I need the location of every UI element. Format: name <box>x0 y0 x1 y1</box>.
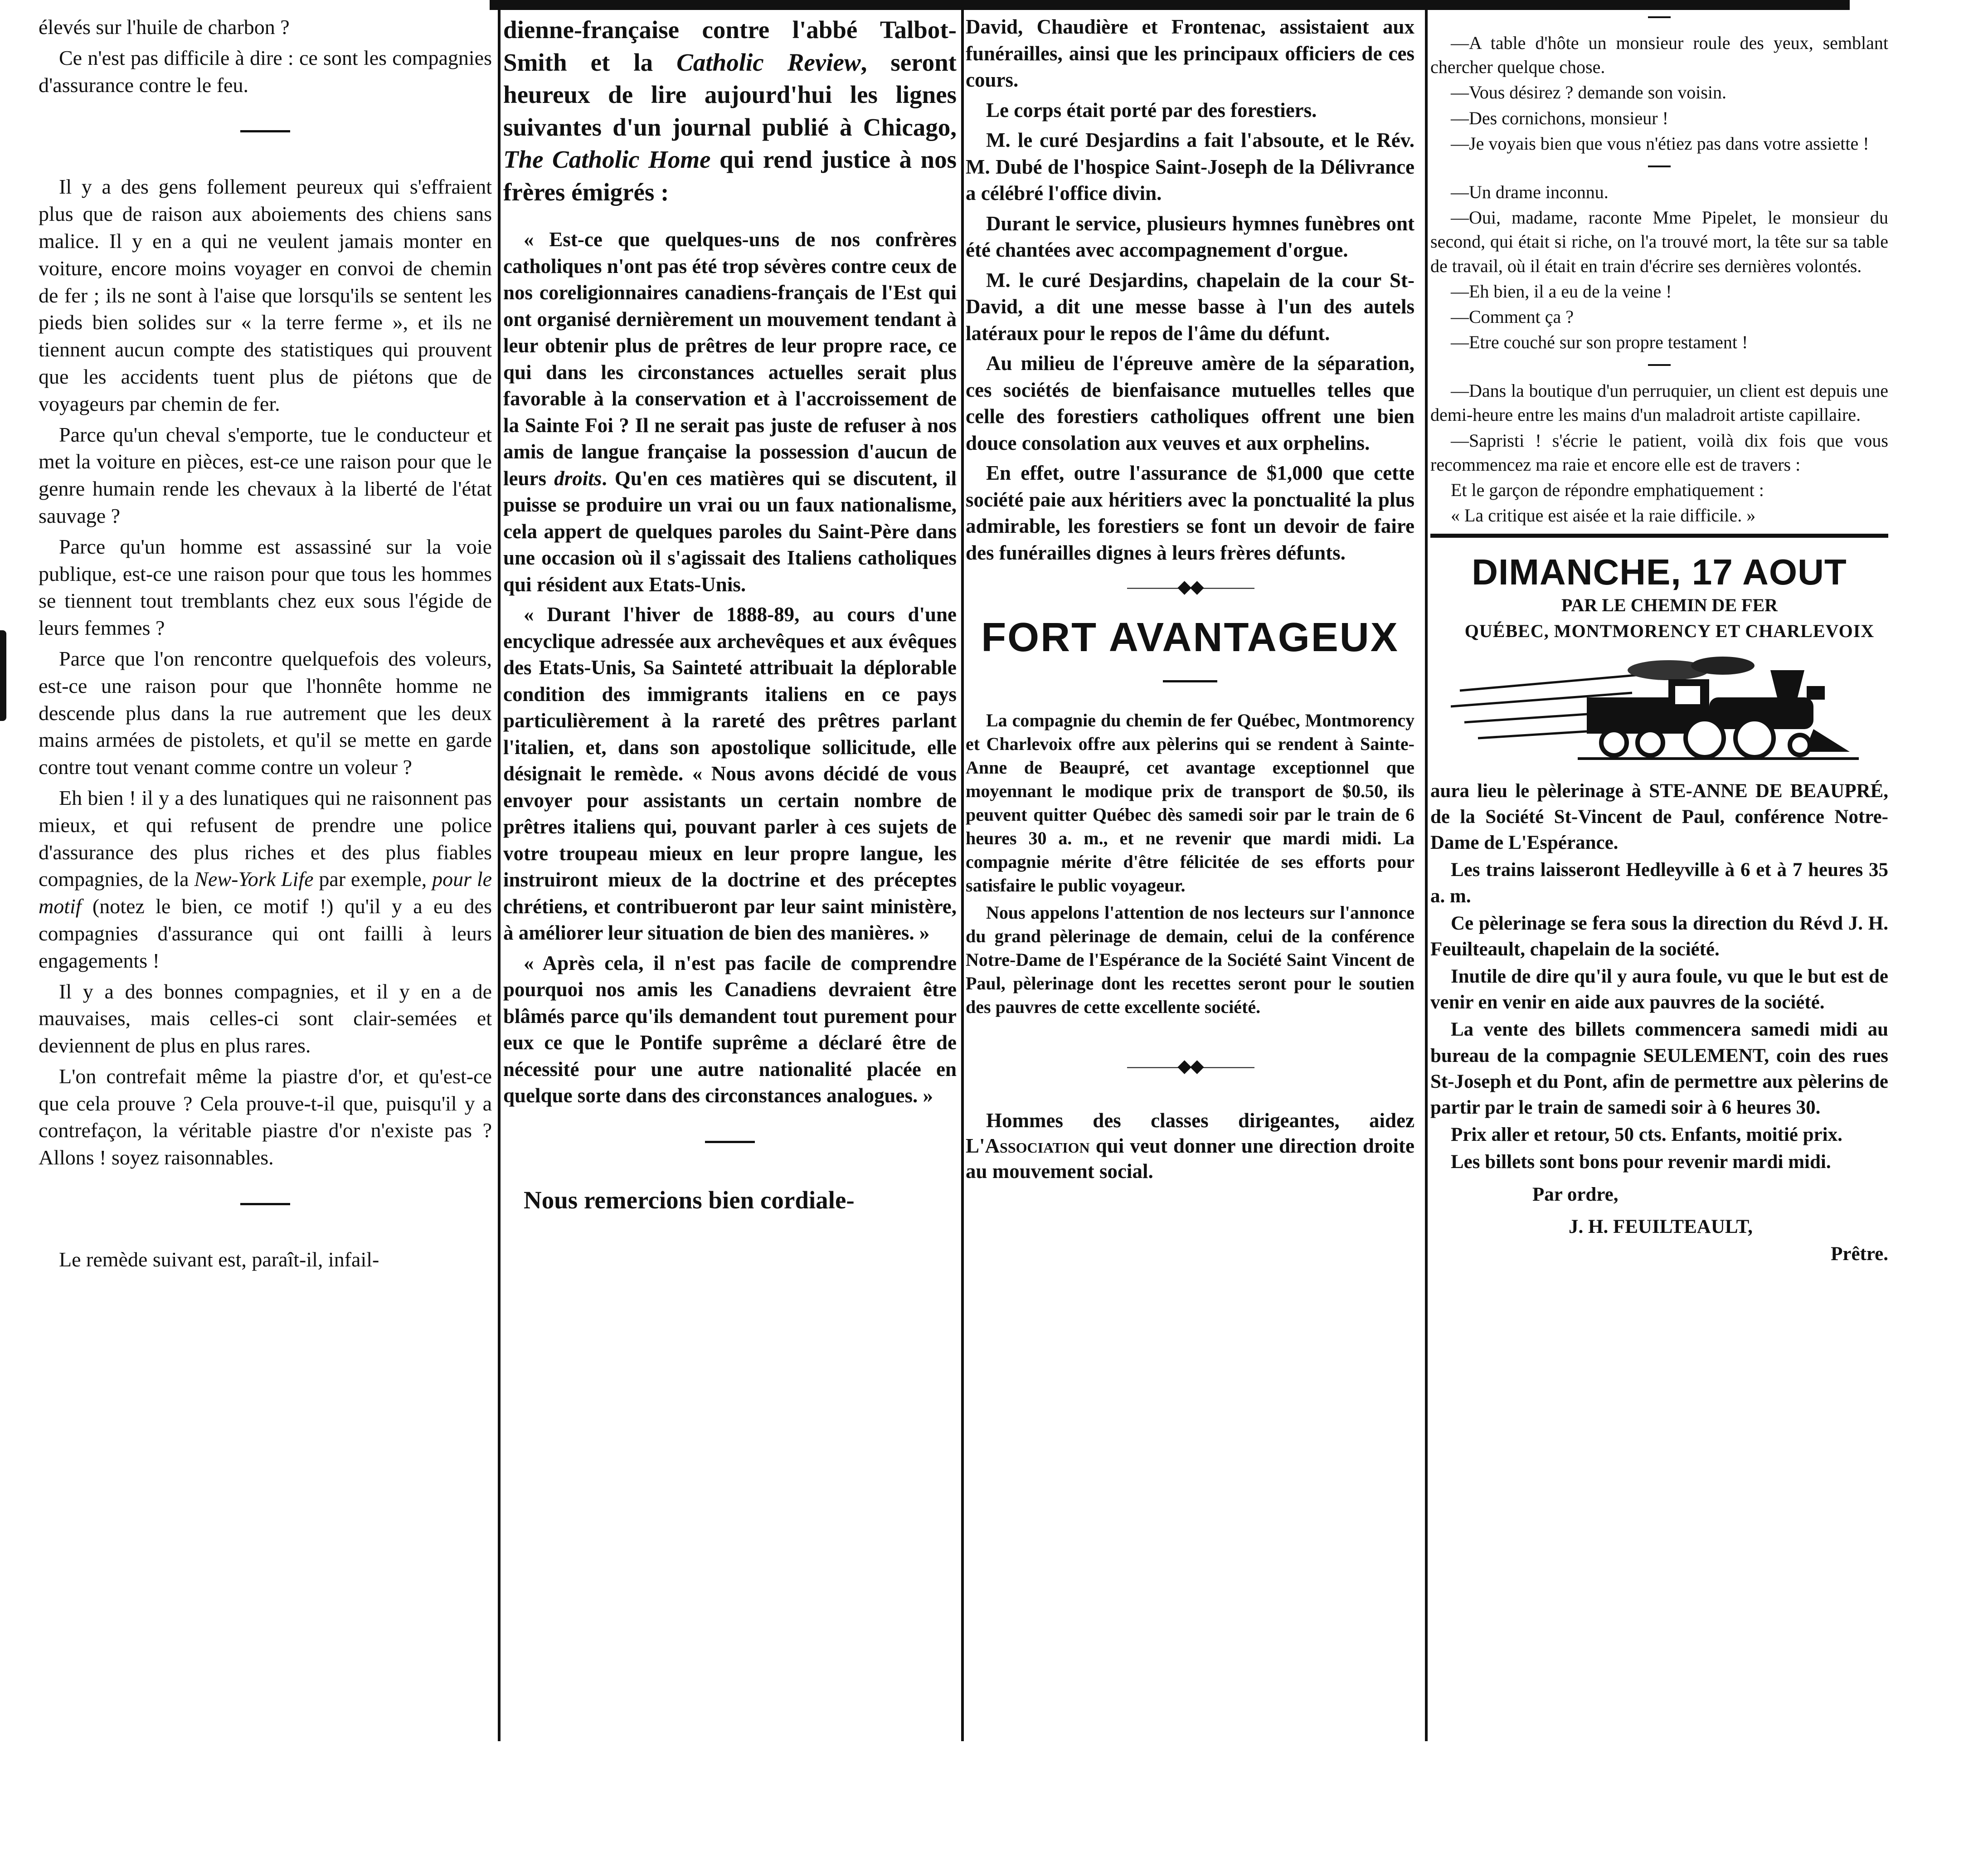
italic-text: The Catholic Home <box>503 146 711 173</box>
column-1 <box>39 14 492 1277</box>
railway-company-name: QUÉBEC, MONTMORENCY ET CHARLEVOIX <box>1464 620 1875 641</box>
paragraph: Nous remercions bien cordiale- <box>524 1186 855 1214</box>
fort-avantageux-heading: FORT AVANTAGEUX <box>981 615 1399 660</box>
text: « Est-ce que quelques-uns de nos confrères catholiques n'ont pas été trop sévères contre ceux de nos coreligionnaires canadiens-français de l'Est qui ont organisé dernièrement un mouvement tendant à leur obtenir plus de prêtres de leur propre race, ce qui dans les circonstances actuelles serait plus favorable à la conservation et à l'accroissement de la Sainte Foi ? Il ne serait pas juste de refuser à nos amis de langue française la possession d'aucun de leurs <box>503 228 957 490</box>
joke-line: —Vous désirez ? demande son voisin. <box>1451 82 1727 103</box>
paragraph: « Après cela, il n'est pas facile de comprendre pourquoi nos amis les Canadiens devraient être blâmés parce qu'ils demandent tout purement pour eux ce que le Pontife suprême a déclaré être de nécessité pour une autre nationalité placée en quelque sorte dans des circonstances analogues. » <box>503 951 957 1107</box>
paragraph: « Durant l'hiver de 1888-89, au cours d'une encyclique adressée aux archevêques et aux évêques des Etats-Unis, Sa Sainteté attribuait la déplorable condition des immigrants italiens en ce pays particulièrement à la rareté des prêtres parlant l'italien, et, dans son apostolique sollicitude, elle désignait le remède. « Nous avons décidé de vous envoyer pour assistants un certain nombre de prêtres italiens qui, pouvant parler à ces sujets de votre troupeau mieux en leur propre langue, les instruiront mieux de la doctrine et des préceptes chrétiens, et contribueront par leur saint ministère, à améliorer leur situation de bien des manières. » <box>503 603 957 944</box>
joke-line: —Comment ça ? <box>1451 306 1574 327</box>
dash-divider <box>1648 166 1671 167</box>
text: (notez le bien, ce motif !) qu'il y a eu des compagnies d'assurance qui ont failli à leurs engagements ! <box>39 895 492 972</box>
text: qui veut donner une direction droite au mouvement social. <box>966 1134 1414 1183</box>
joke-line: —Eh bien, il a eu de la veine ! <box>1451 281 1672 302</box>
joke-line: —Des cornichons, monsieur ! <box>1451 107 1668 128</box>
italic-text: Catholic Review <box>676 48 861 76</box>
column-rule <box>961 0 964 1741</box>
text: Hommes des classes dirigeantes, aidez L' <box>966 1109 1414 1157</box>
paragraph: aura lieu le pèlerinage à STE-ANNE DE BEAUPRÉ, de la Société St-Vincent de Paul, conférence Notre-Dame de L'Espérance. <box>1430 780 1888 854</box>
italic-text: pour le motif <box>39 867 492 918</box>
column-3 <box>966 14 1414 1184</box>
dash-divider <box>1648 364 1671 366</box>
paragraph: Le remède suivant est, paraît-il, infail- <box>59 1248 379 1271</box>
paragraph: Il y a des bonnes compagnies, et il y en a de mauvaises, mais celles-ci sont clair-semées et deviennent de plus en plus rares. <box>39 979 492 1057</box>
text: dienne-française contre l'abbé Talbot-Smith et la <box>503 16 957 76</box>
ornament-divider: ———◆◆——— <box>1127 1056 1253 1076</box>
paragraph: Ce n'est pas difficile à dire : ce sont les compagnies d'assurance contre le feu. <box>39 46 492 97</box>
paragraph: La compagnie du chemin de fer Québec, Montmorency et Charlevoix offre aux pèlerins qui se rendent à Sainte-Anne de Beaupré, cet avantage exceptionnel que moyennant le modique prix de transport de $0.50, ils peuvent quitter Québec dès samedi soir par le train de 6 heures 30 a. m., et ne revenir que mardi midi. La compagnie mérite d'être félicitée de ses efforts pour satisfaire le public voyageur. <box>966 710 1414 896</box>
dimanche-heading: DIMANCHE, 17 AOUT <box>1472 552 1847 593</box>
paragraph: David, Chaudière et Frontenac, assistaient aux funérailles, ainsi que les principaux officiers de ces cours. <box>966 15 1414 91</box>
dash-divider <box>240 130 290 132</box>
dash-divider <box>1648 16 1671 18</box>
signature-name: J. H. FEUILTEAULT, <box>1569 1216 1753 1237</box>
text: Eh bien ! il y a des lunatiques qui ne raisonnent pas mieux, et qui refusent de prendre une police d'assurance des plus riches et des plus fiables compagnies, de la <box>39 786 492 891</box>
column-rule <box>498 0 501 1741</box>
joke-line: —Oui, madame, raconte Mme Pipelet, le monsieur du second, qui était si riche, on l'a trouvé mort, la tête sur sa table de travail, où il était en train d'écrire ses dernières volontés. <box>1430 207 1888 276</box>
top-border <box>490 0 1850 10</box>
paragraph: Les trains laisseront Hedleyville à 6 et à 7 heures 35 a. m. <box>1430 859 1888 907</box>
joke-line: —Je voyais bien que vous n'étiez pas dans votre assiette ! <box>1451 133 1869 154</box>
paragraph: Nous appelons l'attention de nos lecteurs sur l'annonce du grand pèlerinage de demain, celui de la conférence Notre-Dame de l'Espérance de la Société Saint Vincent de Paul, pèlerinage dont les recettes seront pour le soutien des pauvres de cette excellente société. <box>966 902 1414 1017</box>
paragraph: Il y a des gens follement peureux qui s'effraient plus que de raison aux aboiements des chiens sans malice. Il y en a qui ne veulent jamais monter en voiture, encore moins voyager en convoi de chemin de fer ; ils ne sont à l'aise que lorsqu'ils se sentent les pieds bien solides sur « la terre ferme », et ils ne tiennent aucun compte des statistiques qui prouvent que les accidents tuent plus de piétons que de voyageurs par chemin de fer. <box>39 175 492 415</box>
paragraph: M. le curé Desjardins, chapelain de la cour St-David, a dit une messe basse à l'un des autels latéraux pour le repos de l'âme du défunt. <box>966 268 1414 345</box>
joke-line: —Un drame inconnu. <box>1451 181 1609 202</box>
paragraph: Ce pèlerinage se fera sous la direction du Révd J. H. Feuilteault, chapelain de la société. <box>1430 912 1888 960</box>
paragraph <box>503 14 957 208</box>
paragraph: Les billets sont bons pour revenir mardi midi. <box>1451 1151 1831 1173</box>
hommes-headline <box>966 1108 1414 1184</box>
scan-edge-mark <box>0 630 6 721</box>
paragraph: Parce qu'un homme est assassiné sur la voie publique, est-ce une raison pour que tous les hommes se tiennent tout tremblants chez eux sous l'égide de leurs femmes ? <box>39 535 492 640</box>
small-caps-text: Association <box>985 1134 1090 1157</box>
paragraph: Inutile de dire qu'il y aura foule, vu que le but est de venir en venir en aide aux pauvres de la société. <box>1430 966 1888 1013</box>
dash-divider <box>240 1203 290 1205</box>
paragraph: élevés sur l'huile de charbon ? <box>39 15 290 39</box>
paragraph <box>39 784 492 974</box>
joke-line: —Dans la boutique d'un perruquier, un client est depuis une demi-heure entre les mains d'un maladroit artiste capillaire. <box>1430 380 1888 425</box>
text: , seront heureux de lire aujourd'hui les lignes suivantes d'un journal publié à Chicago, <box>503 48 957 141</box>
ornament-divider: ———◆◆——— <box>1127 576 1253 597</box>
text: par exemple, <box>313 867 433 891</box>
dash-divider <box>1163 680 1217 682</box>
paragraph: L'on contrefait même la piastre d'or, et qu'est-ce que cela prouve ? Cela prouve-t-il que, puisqu'il y a contrefaçon, la véritable piastre d'or n'existe pas ? Allons ! soyez raisonnables. <box>39 1064 492 1169</box>
paragraph: Prix aller et retour, 50 cts. Enfants, moitié prix. <box>1451 1124 1842 1146</box>
joke-line: Et le garçon de répondre emphatiquement : <box>1451 480 1764 500</box>
paragraph: M. le curé Desjardins a fait l'absoute, et le Rév. M. Dubé de l'hospice Saint-Joseph de la Délivrance a célébré l'office divin. <box>966 129 1414 204</box>
paragraph: Au milieu de l'épreuve amère de la séparation, ces sociétés de bienfaisance mutuelles telles que celle des forestiers catholiques offrent une bien douce consolation aux veuves et aux orphelins. <box>966 352 1414 454</box>
signature-line: Par ordre, <box>1532 1183 1619 1205</box>
paragraph <box>503 226 957 598</box>
paragraph: Le corps était porté par des forestiers. <box>986 98 1317 122</box>
joke-line: —Sapristi ! s'écrie le patient, voilà dix fois que vous recommencez ma raie et encore elle est de travers : <box>1430 430 1888 475</box>
column-rule <box>1425 0 1428 1741</box>
paragraph: Parce qu'un cheval s'emporte, tue le conducteur et met la voiture en pièces, est-ce une raison pour que le genre humain rende les chevaux à la liberté de l'état sauvage ? <box>39 423 492 527</box>
column-4 <box>1430 14 1888 1268</box>
thick-rule <box>1430 534 1888 538</box>
text: . Qu'en ces matières qui se discutent, il puisse se produire un vrai ou un faux nationalisme, cela appert de quelques paroles du Saint-Père dans une occasion où il s'agissait des Italiens catholiques qui résident aux Etats-Unis. <box>503 467 957 596</box>
paragraph: Parce que l'on rencontre quelquefois des voleurs, est-ce une raison pour que l'honnête homme ne descende plus dans la rue autrement que les deux mains armées de pistolets, et qu'il se mette en garde contre tout venant comme contre un voleur ? <box>39 647 492 779</box>
paragraph: Durant le service, plusieurs hymnes funèbres ont été chantées avec accompagnement d'orgue. <box>966 212 1414 261</box>
train-engraving <box>1451 648 1868 765</box>
paragraph: En effet, outre l'assurance de $1,000 que cette société paie aux héritiers avec la ponctualité la plus admirable, les forestiers se font un devoir de faire des funérailles dignes à leurs frères défunts. <box>966 462 1414 564</box>
par-le-chemin-line: PAR LE CHEMIN DE FER <box>1561 595 1778 616</box>
signature-title: Prêtre. <box>1831 1243 1888 1265</box>
italic-text: droits <box>554 467 602 490</box>
joke-line: « La critique est aisée et la raie difficile. » <box>1451 505 1756 526</box>
text: qui rend justice à nos frères émigrés : <box>503 146 957 206</box>
column-2 <box>503 14 957 1220</box>
dash-divider <box>705 1141 755 1143</box>
joke-line: —A table d'hôte un monsieur roule des yeux, semblant chercher quelque chose. <box>1430 33 1888 78</box>
joke-line: —Etre couché sur son propre testament ! <box>1451 332 1748 353</box>
italic-text: New-York Life <box>194 867 314 891</box>
paragraph: La vente des billets commencera samedi midi au bureau de la compagnie SEULEMENT, coin des rues St-Joseph et du Pont, afin de permettre aux pèlerins de partir par le train de samedi soir à 6 heures 30. <box>1430 1019 1888 1118</box>
